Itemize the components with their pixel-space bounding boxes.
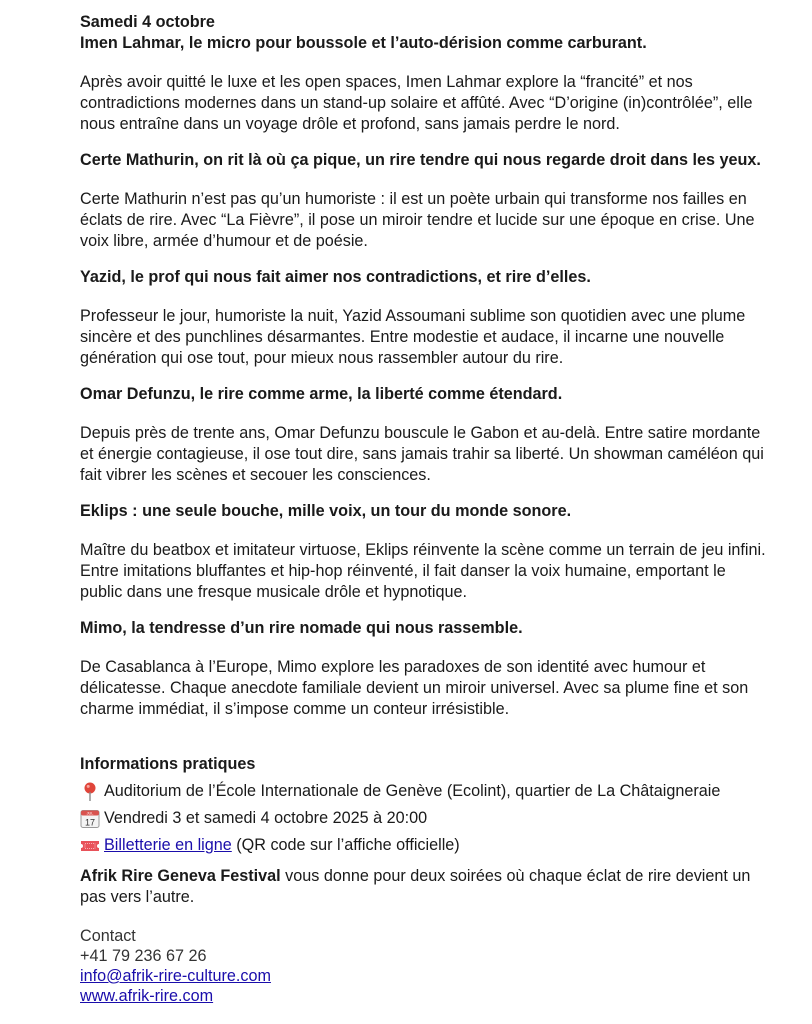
artist-title: Omar Defunzu, le rire comme arme, la liberté comme étendard. xyxy=(80,385,563,403)
contact-block xyxy=(80,926,772,1006)
ticket-line xyxy=(80,835,772,856)
dates-line xyxy=(80,808,772,829)
artist-section xyxy=(80,150,772,252)
ticket-note: (QR code sur l’affiche officielle) xyxy=(231,836,460,854)
closing-paragraph xyxy=(80,866,772,908)
contact-email-link[interactable]: info@afrik-rire-culture.com xyxy=(80,967,271,985)
calendar-day: 17 xyxy=(84,817,96,827)
calendar-month: JUL xyxy=(86,811,94,816)
artist-description: Depuis près de trente ans, Omar Defunzu bouscule le Gabon et au-delà. Entre satire mordante et énergie contagieuse, il ose tout dire, sans jamais trahir sa liberté. Un showman caméléon qui fait vibrer les scènes et secouer les consciences. xyxy=(80,424,764,484)
ticketing-link[interactable]: Billetterie en ligne xyxy=(104,836,232,854)
venue-text: Auditorium de l’École Internationale de Genève (Ecolint), quartier de La Châtaigneraie xyxy=(104,782,721,800)
artist-title: Eklips : une seule bouche, mille voix, un tour du monde sonore. xyxy=(80,502,572,520)
artist-title: Certe Mathurin, on rit là où ça pique, un rire tendre qui nous regarde droit dans les yeux. xyxy=(80,151,761,169)
event-date: Samedi 4 octobre xyxy=(80,13,215,31)
artist-title: Yazid, le prof qui nous fait aimer nos contradictions, et rire d’elles. xyxy=(80,268,591,286)
artist-description: De Casablanca à l’Europe, Mimo explore les paradoxes de son identité avec humour et délicatesse. Chaque anecdote familiale devient un miroir universel. Avec sa plume fine et son charme immédiat, il s’impose comme un conteur irrésistible. xyxy=(80,658,749,718)
artist-section xyxy=(80,618,772,720)
artist-section xyxy=(80,267,772,369)
artist-section xyxy=(80,501,772,603)
contact-label: Contact xyxy=(80,927,136,945)
artist-section xyxy=(80,384,772,486)
ticket-icon xyxy=(80,838,100,854)
closing-text: vous donne pour deux soirées où chaque éclat de rire devient un pas vers l’autre. xyxy=(80,867,751,906)
dates-text: Vendredi 3 et samedi 4 octobre 2025 à 20:00 xyxy=(104,809,428,827)
festival-name: Afrik Rire Geneva Festival xyxy=(80,867,281,885)
artist-description: Professeur le jour, humoriste la nuit, Yazid Assoumani sublime son quotidien avec une plume sincère et des punchlines désarmantes. Entre modestie et audace, il incarne une nouvelle génération qui ose tout, pour mieux nous rassembler autour du rire. xyxy=(80,307,746,367)
pin-icon xyxy=(80,782,100,802)
website-link[interactable]: www.afrik-rire.com xyxy=(80,987,214,1005)
contact-phone: +41 79 236 67 26 xyxy=(80,947,207,965)
calendar-icon xyxy=(80,809,100,829)
artist-title: Mimo, la tendresse d’un rire nomade qui nous rassemble. xyxy=(80,619,523,637)
venue-line xyxy=(80,781,772,802)
artist-section xyxy=(80,33,772,135)
artist-description: Certe Mathurin n’est pas qu’un humoriste : il est un poète urbain qui transforme nos failles en éclats de rire. Avec “La Fièvre”, il pose un miroir tendre et lucide sur une époque en crise. Une voix libre, armée d’humour et de poésie. xyxy=(80,190,755,250)
artist-description: Maître du beatbox et imitateur virtuose, Eklips réinvente la scène comme un terrain de jeu infini. Entre imitations bluffantes et hip-hop réinventé, il fait danser la voix humaine, emportant le public dans une fresque musicale drôle et hypnotique. xyxy=(80,541,766,601)
artist-description: Après avoir quitté le luxe et les open spaces, Imen Lahmar explore la “francité” et nos contradictions modernes dans un stand-up solaire et affûté. Avec “D’origine (in)contrôlée”, elle nous entraîne dans un voyage drôle et profond, sans jamais perdre le nord. xyxy=(80,73,753,133)
artist-title: Imen Lahmar, le micro pour boussole et l’auto-dérision comme carburant. xyxy=(80,34,647,52)
info-heading: Informations pratiques xyxy=(80,755,256,773)
